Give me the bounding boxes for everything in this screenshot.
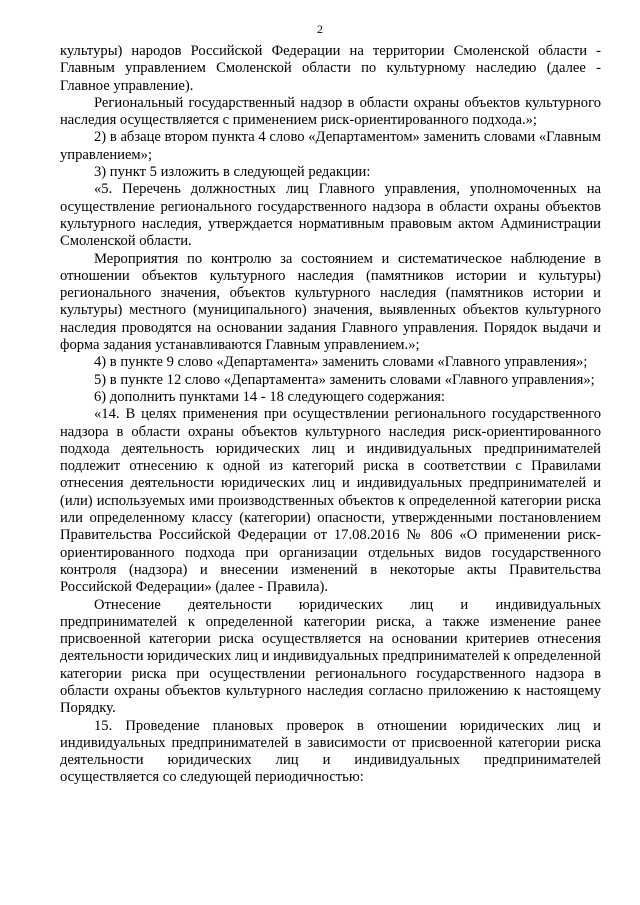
paragraph-risk-approach: Региональный государственный надзор в области охраны объектов культурного наследия осуществляется с применением риск-ориентированного подхода.»;	[60, 94, 601, 129]
paragraph-clause-15: 15. Проведение плановых проверок в отношении юридических лиц и индивидуальных предпринимателей в зависимости от присвоенной категории риска деятельности юридических лиц и индивидуальных предпринимателей осуществляется со следующей периодичностью:	[60, 717, 601, 786]
paragraph-item-3: 3) пункт 5 изложить в следующей редакции:	[94, 164, 371, 181]
document-body	[60, 43, 601, 787]
paragraph-item-5: 5) в пункте 12 слово «Департамента» заменить словами «Главного управления»;	[94, 371, 595, 388]
paragraph-clause-14: «14. В целях применения при осуществлении регионального государственного надзора в области охраны объектов культурного наследия риск-ориентированного подхода деятельность юридических лиц и индивидуальных предпринимателей подлежит отнесению к одной из категорий риска в соответствии с Правилами отнесения деятельности юридических лиц и индивидуальных предпринимателей и (или) используемых ими производственных объектов к определенной категории риска или определенному классу (категории) опасности, утвержденными постановлением Правительства Российской Федерации от 17.08.2016 № 806 «О применении риск-ориентированного подхода при организации отдельных видов государственного контроля (надзора) и внесении изменений в некоторые акты Правительства Российской Федерации» (далее - Правила).	[60, 406, 601, 596]
paragraph-item-6: 6) дополнить пунктами 14 - 18 следующего содержания:	[94, 388, 446, 405]
paragraph-item-2: 2) в абзаце втором пункта 4 слово «Департаментом» заменить словами «Главным управлением»;	[60, 129, 601, 163]
paragraph-monitoring: Мероприятия по контролю за состоянием и систематическое наблюдение в отношении объектов культурного наследия (памятников истории и культуры) регионального значения, объектов культурного наследия (памятников истории и культуры) местного (муниципального) значения, выявленных объектов культурного наследия проводятся на основании задания Главного управления. Порядок выдачи и форма задания устанавливаются Главным управлением.»;	[60, 250, 601, 354]
paragraph-item-4: 4) в пункте 9 слово «Департамента» заменить словами «Главного управления»;	[94, 354, 588, 371]
paragraph-risk-category: Отнесение деятельности юридических лиц и индивидуальных предпринимателей к определенной категории риска, а также изменение ранее присвоенной категории риска осуществляется на основании критериев отнесения деятельности юридических лиц и индивидуальных предпринимателей к определенной категории риска при осуществлении регионального государственного надзора в области охраны объектов культурного наследия согласно приложению к настоящему Порядку.	[60, 596, 601, 717]
page-number: 2	[317, 22, 323, 36]
paragraph-continuation: культуры) народов Российской Федерации на территории Смоленской области - Главным управлением Смоленской области по культурному наследию (далее - Главное управление).	[60, 43, 601, 94]
paragraph-clause-5: «5. Перечень должностных лиц Главного управления, уполномоченных на осуществление регионального государственного надзора в области охраны объектов культурного наследия, утверждается нормативным правовым актом Администрации Смоленской области.	[60, 181, 601, 250]
